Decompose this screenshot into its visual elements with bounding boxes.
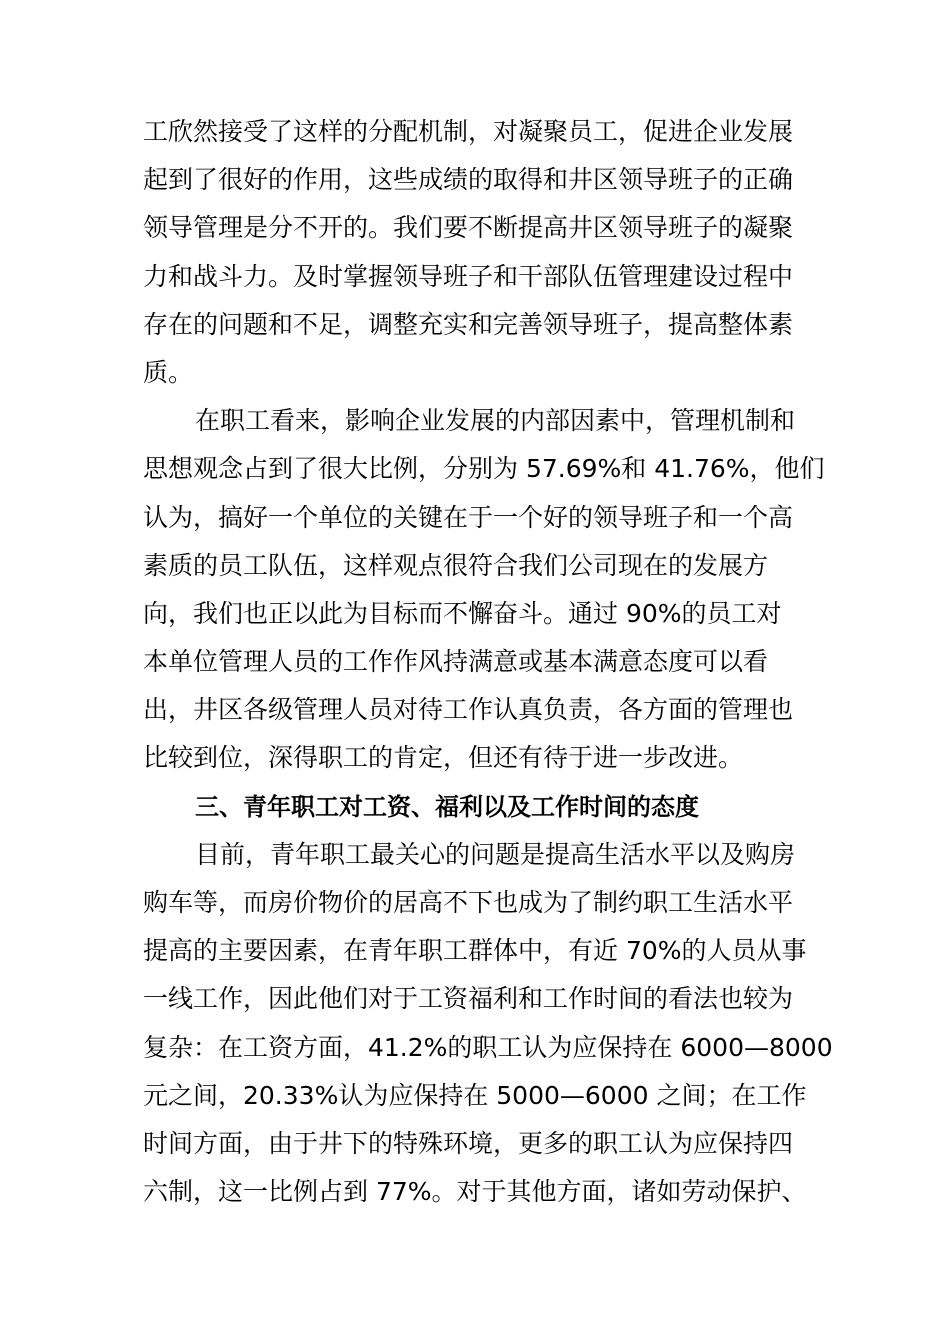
paragraph-1 bbox=[143, 108, 833, 397]
text-line: 购车等，而房价物价的居高不下也成为了制约职工生活水平 bbox=[143, 888, 794, 917]
text-line: 力和战斗力。及时掌握领导班子和干部队伍管理建设过程中 bbox=[143, 261, 794, 291]
paragraph-2 bbox=[143, 397, 833, 783]
text-line: 思想观念占到了很大比例，分别为 57.69%和 41.76%，他们 bbox=[143, 454, 825, 484]
text-line: 认为，搞好一个单位的关键在于一个好的领导班子和一个高 bbox=[143, 502, 794, 532]
text-line: 领导管理是分不开的。我们要不断提高井区领导班子的凝聚 bbox=[143, 213, 794, 243]
text-line: 比较到位，深得职工的肯定，但还有待于进一步改进。 bbox=[143, 743, 744, 773]
text-line: 起到了很好的作用，这些成绩的取得和井区领导班子的正确 bbox=[143, 165, 794, 195]
text-line: 存在的问题和不足，调整充实和完善领导班子，提高整体素 bbox=[143, 309, 794, 339]
document-body bbox=[143, 108, 833, 1216]
text-line: 六制，这一比例占到 77%。对于其他方面，诸如劳动保护、 bbox=[143, 1177, 807, 1207]
text-line: 元之间，20.33%认为应保持在 5000—6000 之间；在工作 bbox=[143, 1080, 807, 1110]
paragraph-3 bbox=[143, 831, 833, 1217]
text-line: 复杂：在工资方面，41.2%的职工认为应保持在 6000—8000 bbox=[143, 1032, 833, 1062]
text-line: 提高的主要因素，在青年职工群体中，有近 70%的人员从事 bbox=[143, 936, 807, 966]
text-line: 目前，青年职工最关心的问题是提高生活水平以及购房 bbox=[195, 839, 796, 869]
text-line: 向，我们也正以此为目标而不懈奋斗。通过 90%的员工对 bbox=[143, 598, 782, 628]
text-line: 本单位管理人员的工作作风持满意或基本满意态度可以看 bbox=[143, 647, 769, 677]
text-line: 工欣然接受了这样的分配机制，对凝聚员工，促进企业发展 bbox=[143, 117, 794, 146]
text-line: 一线工作，因此他们对于工资福利和工作时间的看法也较为 bbox=[143, 984, 794, 1014]
text-line: 出，井区各级管理人员对待工作认真负责，各方面的管理也 bbox=[143, 695, 794, 725]
text-line: 时间方面，由于井下的特殊环境，更多的职工认为应保持四 bbox=[143, 1128, 794, 1158]
text-line: 素质的员工队伍，这样观点很符合我们公司现在的发展方 bbox=[143, 550, 769, 580]
text-line: 质。 bbox=[143, 357, 194, 387]
text-line: 在职工看来，影响企业发展的内部因素中，管理机制和 bbox=[195, 406, 796, 436]
section-heading: 三、青年职工对工资、福利以及工作时间的态度 bbox=[195, 792, 699, 821]
